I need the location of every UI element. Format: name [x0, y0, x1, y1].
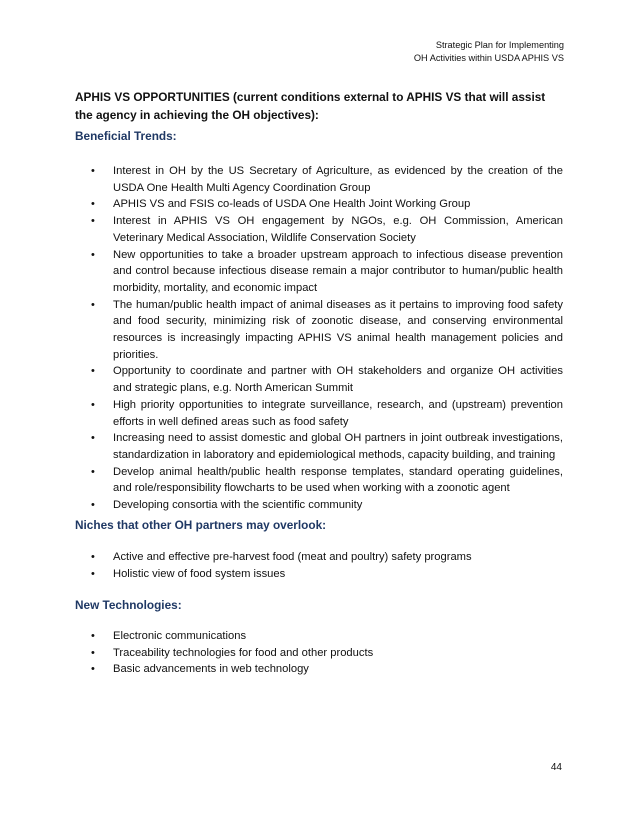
section-heading-niches: Niches that other OH partners may overlook:: [75, 518, 327, 532]
bullet-list-new-technologies: [0, 628, 563, 678]
list-item-text: Interest in OH by the US Secretary of Agriculture, as evidenced by the creation of the USDA One Health Multi Agency Coordination Group: [113, 165, 563, 194]
list-item-text: New opportunities to take a broader upstream approach to infectious disease prevention and control because infectious disease remain a major contributor to human/public health morbidity, mortality, and economic impact: [113, 248, 563, 294]
list-item: [0, 213, 563, 246]
bullet-list-beneficial-trends: [0, 163, 563, 514]
bullet-list-niches: [0, 549, 563, 582]
bullet-icon: •: [91, 465, 95, 478]
bullet-icon: •: [91, 215, 95, 228]
list-item: [0, 464, 563, 497]
list-item-text: The human/public health impact of animal diseases as it pertains to improving food safety and food security, minimizing risk of zoonotic disease, and conserving environmental resources is increasingly impacting APHIS VS animal health management policies and priorities.: [113, 298, 563, 361]
page-number: 44: [550, 762, 562, 773]
bullet-icon: •: [91, 165, 95, 177]
list-item: [0, 163, 563, 196]
list-item-text: Increasing need to assist domestic and global OH partners in joint outbreak investigations, standardization in laboratory and epidemiological methods, capacity building, and training: [113, 432, 563, 461]
bullet-icon: •: [91, 499, 95, 512]
list-item-text: APHIS VS and FSIS co-leads of USDA One Health Joint Working Group: [113, 198, 471, 211]
list-item: [0, 363, 563, 396]
list-item-text: Traceability technologies for food and other products: [113, 646, 374, 659]
header-line-2: OH Activities within USDA APHIS VS: [413, 52, 564, 63]
bullet-icon: •: [91, 298, 95, 311]
list-item: [0, 645, 563, 662]
list-item-text: Interest in APHIS VS OH engagement by NGOs, e.g. OH Commission, American Veterinary Medical Association, Wildlife Conservation Society: [113, 215, 563, 244]
list-item: [0, 397, 563, 430]
list-item-text: Electronic communications: [113, 630, 247, 642]
list-item-text: Develop animal health/public health response templates, standard operating guidelines, and role/responsibility flowcharts to be used when working with a zoonotic agent: [113, 465, 563, 495]
list-item: [0, 430, 563, 463]
list-item: [0, 628, 563, 645]
bullet-icon: •: [91, 432, 95, 445]
bullet-icon: •: [91, 198, 95, 211]
list-item-text: Active and effective pre-harvest food (meat and poultry) safety programs: [113, 551, 472, 563]
bullet-icon: •: [91, 365, 95, 378]
list-item-text: Basic advancements in web technology: [113, 663, 309, 676]
list-item-text: Opportunity to coordinate and partner with OH stakeholders and organize OH activities and strategic plans, e.g. North American Summit: [113, 365, 563, 395]
bullet-icon: •: [91, 646, 95, 659]
bullet-icon: •: [91, 248, 95, 261]
main-heading: APHIS VS OPPORTUNITIES (current conditions external to APHIS VS that will assist the agency in achieving the OH objectives):: [75, 90, 546, 122]
bullet-icon: •: [91, 630, 95, 642]
list-item: [0, 497, 563, 514]
list-item-text: Holistic view of food system issues: [113, 567, 286, 580]
list-item: [0, 661, 563, 678]
list-item-text: High priority opportunities to integrate surveillance, research, and (upstream) prevention efforts in well defined areas such as food safety: [113, 398, 563, 428]
list-item: [0, 247, 563, 297]
bullet-icon: •: [91, 398, 95, 411]
header-line-1: Strategic Plan for Implementing: [435, 40, 564, 50]
list-item: [0, 196, 563, 213]
list-item-text: Developing consortia with the scientific community: [113, 499, 363, 512]
bullet-icon: •: [91, 567, 95, 580]
running-header: [414, 39, 564, 64]
section-heading-beneficial-trends: Beneficial Trends:: [75, 129, 177, 143]
bullet-icon: •: [91, 663, 95, 676]
list-item: [0, 297, 563, 364]
bullet-icon: •: [91, 551, 95, 563]
section-heading-new-technologies: New Technologies:: [75, 598, 182, 612]
list-item: [0, 566, 563, 583]
list-item: [0, 549, 563, 566]
